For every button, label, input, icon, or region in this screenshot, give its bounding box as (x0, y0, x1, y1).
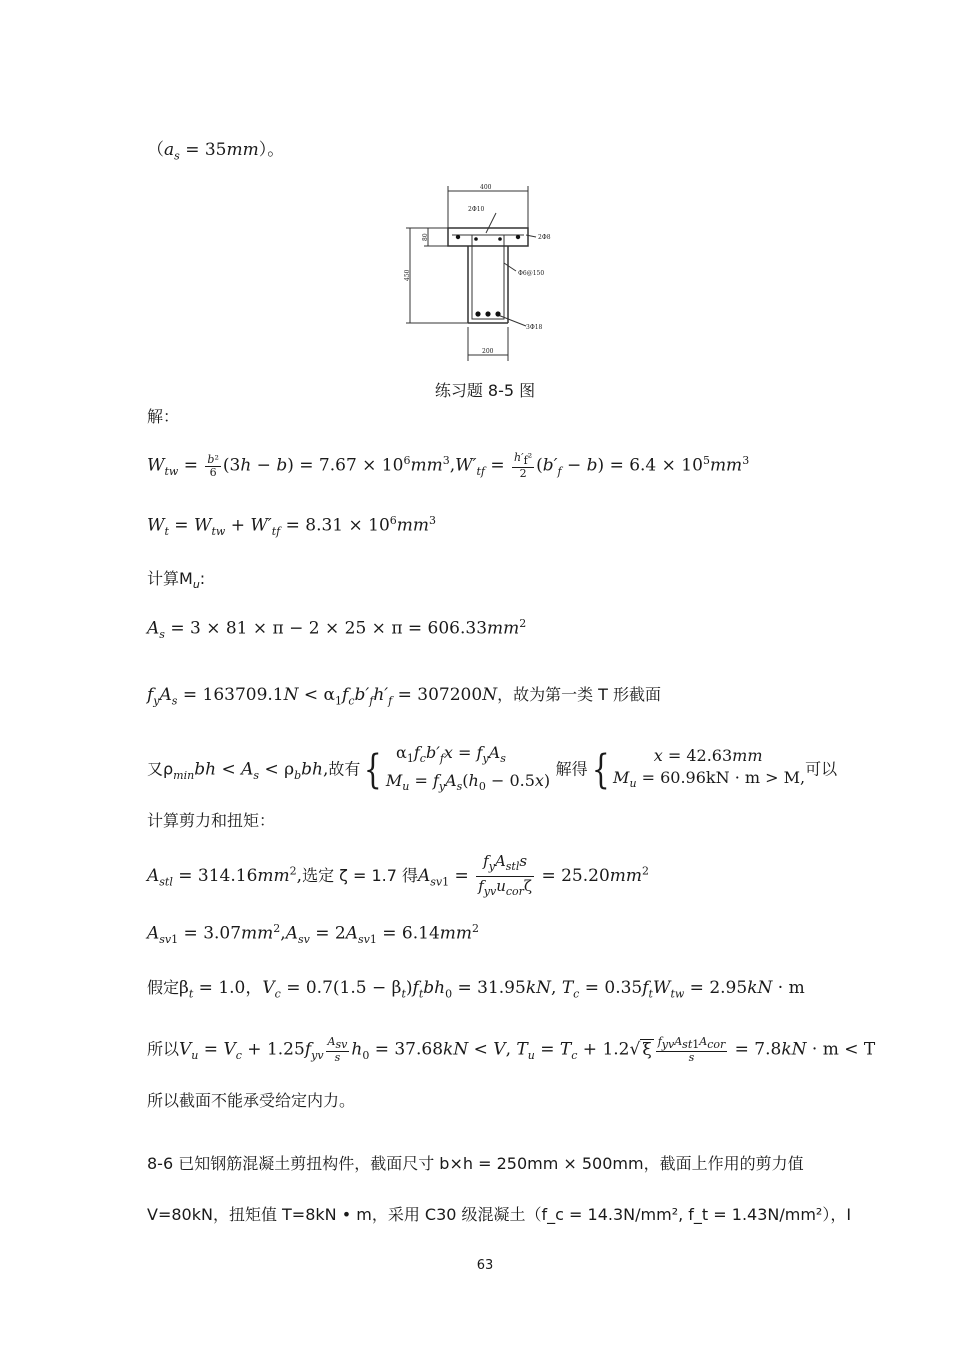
dim-top-width: 400 (480, 184, 492, 191)
t-section-figure (398, 183, 568, 368)
eq-wt: $W_t = W_{tw} + W'_{tf} = 8.31 \times 10^6mm^3$ (147, 514, 437, 539)
problem-8-6-line1: 8-6 已知钢筋混凝土剪扭构件，截面尺寸 b×h = 250mm × 500mm，截面上作用的剪力值 (147, 1154, 804, 1173)
label-stirrup: Φ6@150 (518, 270, 545, 277)
eq-vu-tu: 所以$V_u = V_c + 1.25f_{yv}$ $\frac{A_{sv}}{s}$ $h_0 = 37.68kN < V$, $T_u = T_c + 1.2√$ ξ $\frac{f_{yv}A_{st1}A_{cor}}{s}$ = 7.8kN · m < T (147, 1035, 876, 1065)
header-note: $(a_s = 35mm)$。 (147, 140, 285, 163)
dim-flange: 80 (422, 233, 429, 241)
problem-8-6-line2: V=80kN，扭矩值 T=8kN • m，采用 C30 级混凝土（f_c = 14.3N/mm², f_t = 1.43N/mm²），I (147, 1205, 852, 1224)
eq-vc-tc: 假定$\beta_t = 1.0$，$V_c = 0.7(1.5 - \beta_t)f_tbh_0 = 31.95kN$, $T_c = 0.35f_tW_{tw} = 2.95kN \cdot m$ (147, 978, 805, 1001)
eq-check: 又$\rho_{min}bh < A_s < \rho_bbh$,故有{ $\alpha_1f_cb'_fx = f_yA_s$ $M_u = f_yA_s(h_0 - 0.5x)$ 解得{ x = 42.63mm $M_u = 60.96kN \cdot m > M$,可以 (147, 743, 838, 794)
compute-mu-label: 计算$M_u$: (147, 569, 206, 592)
page-number: 63 (476, 1258, 494, 1273)
label-side-bars: 2Φ8 (538, 234, 551, 241)
dim-height: 450 (404, 269, 411, 281)
eq-fyas: $f_yA_s = 163709.1N < \alpha_1f_cb'_fh'_f = 307200N$，故为第一类 T 形截面 (147, 685, 662, 708)
eq-astl: $A_{stl} = 314.16mm^2$,选定 ζ = 1.7 得$A_{sv1}$ = $\frac{f_yA_{stl}s}{f_{yv}u_{cor}\zeta}$ = $25.20mm^2$ (147, 852, 650, 898)
eq-wtw: $W_{tw}$ = $\frac{\text{b²}}{6}$ $(3h - b) = 7.67 \times 10^6mm^3,W'_{tf}$ = $\frac{h'_f^2}{2}$ $(b'_f - b) = 6.4 \times 10^5mm^3$ (147, 451, 750, 481)
label-top-bars: 2Φ10 (468, 206, 485, 213)
figure-caption: 练习题 8-5 图 (434, 381, 536, 400)
conclusion: 所以截面不能承受给定内力。 (147, 1091, 356, 1110)
eq-as: $A_s = 3 \times 81 \times \pi - 2 \times 25 \times \pi = 606.33mm^2$ (147, 617, 527, 642)
shear-torque-label: 计算剪力和扭矩： (147, 811, 276, 830)
eq-asv: $A_{sv1} = 3.07mm^2,A_{sv} = 2A_{sv1} = 6.14mm^2$ (147, 922, 480, 947)
dim-web: 200 (482, 348, 494, 355)
solution-label: 解： (147, 407, 180, 426)
label-bottom-bars: 3Φ18 (526, 324, 543, 331)
